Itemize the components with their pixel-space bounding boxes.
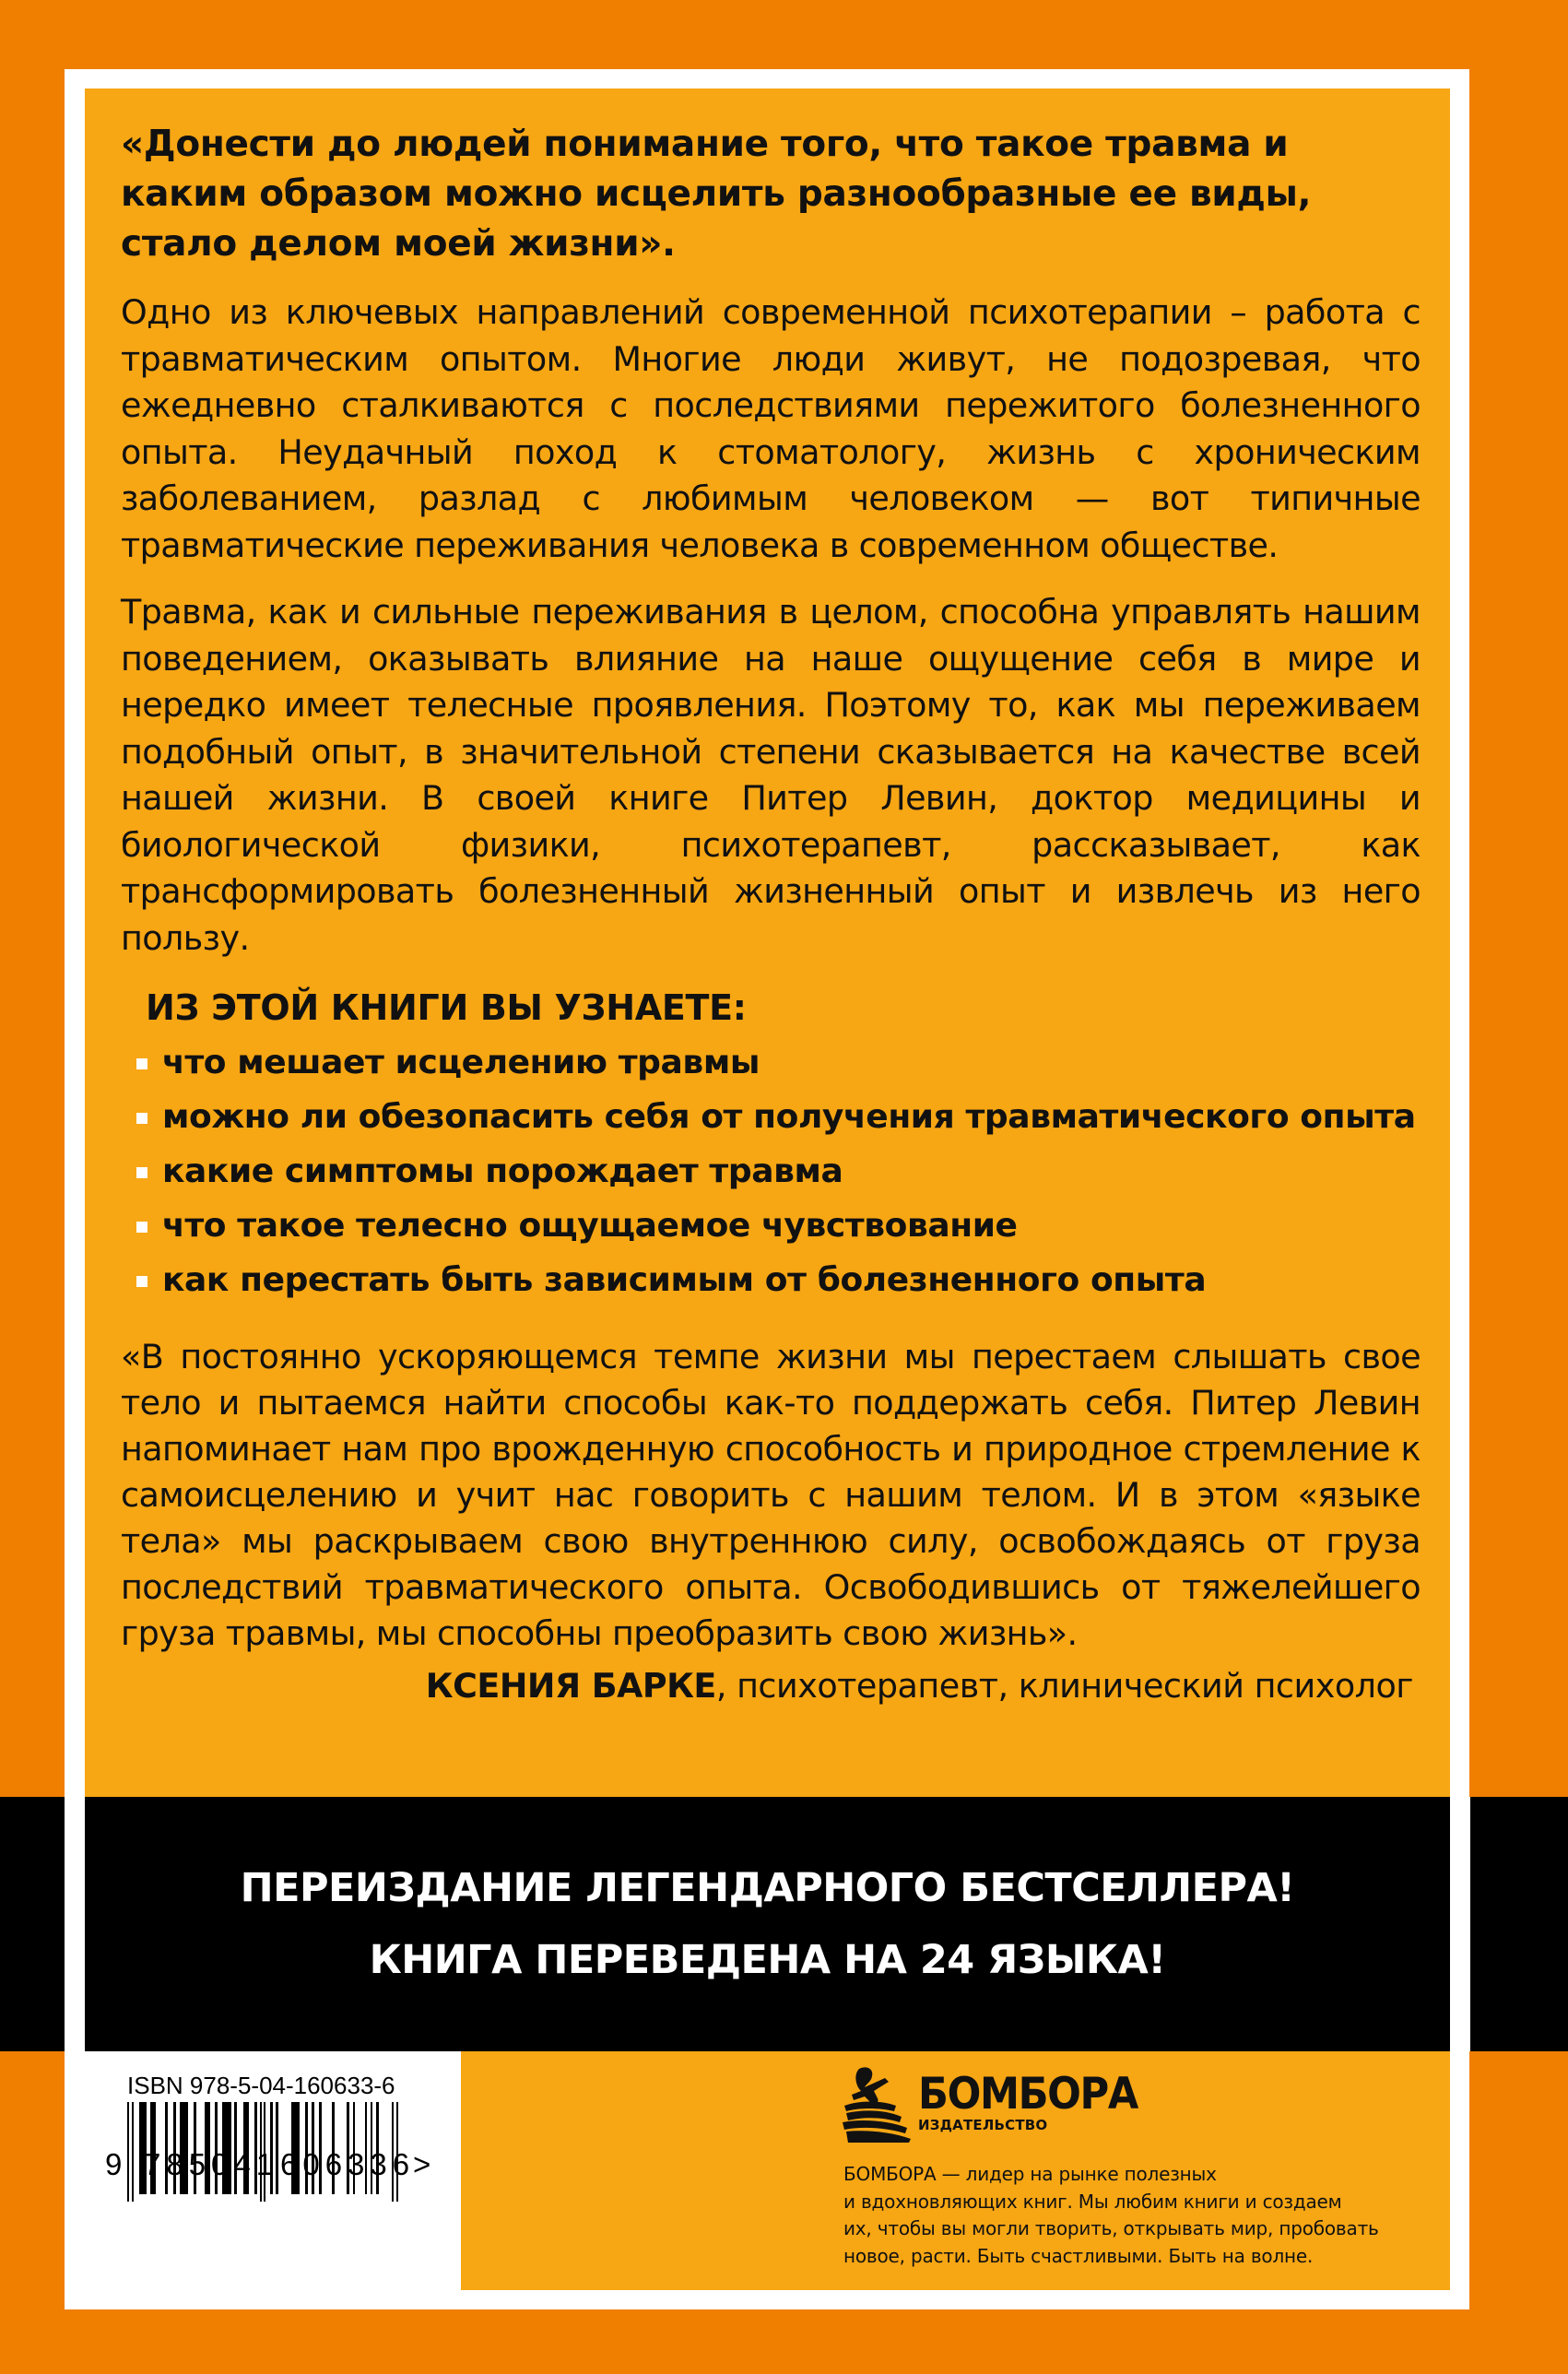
description-paragraph-1: Одно из ключевых направлений современной психотерапии – работа с травматическим опытом. Многие люди живут, не подозревая, что ежедневно сталкиваются с последствиями пережитого болезненного опыта. Неудачный поход к стоматологу, жизнь с хроническим заболеванием, разлад с любимым человеком — вот типичные травматические переживания человека в современном обществе. xyxy=(121,292,1421,565)
bullet-square-icon xyxy=(136,1276,147,1287)
isbn-label: ISBN 978-5-04-160633-6 xyxy=(127,2072,395,2099)
barcode-area xyxy=(85,2051,461,2290)
publisher-name: БОМБОРА xyxy=(918,2069,1138,2120)
publisher-logo xyxy=(841,2065,1157,2143)
promo-line-2: КНИГА ПЕРЕВЕДЕНА НА 24 ЯЗЫКА! xyxy=(369,1937,1166,1983)
surfer-on-books-icon xyxy=(841,2065,913,2143)
learn-list xyxy=(121,1039,1421,1305)
publisher-wordmark xyxy=(918,2069,1157,2134)
publisher-blurb-line: БОМБОРА — лидер на рынке полезных xyxy=(843,2163,1217,2185)
bullet-square-icon xyxy=(136,1167,147,1178)
endorsement-quote: «В постоянно ускоряющемся темпе жизни мы перестаем слышать свое тело и пытаемся найти способы как-то поддержать себя. Питер Левин напоминает нам про врожденную способность и природное стремление к самоисцелению и учит нас говорить с нашим телом. И в этом «языке тела» мы раскрываем свою внутреннюю силу, освобождаясь от груза последствий травматического опыта. Освободившись от тяжелейшего груза травмы, мы способны преобразить свою жизнь». xyxy=(121,1337,1421,1653)
publisher-blurb-line: новое, расти. Быть счастливыми. Быть на волне. xyxy=(843,2244,1314,2267)
endorsement-author-role: , психотерапевт, клинический психолог xyxy=(715,1666,1413,1706)
learn-list-item: можно ли обезопасить себя от получения травматического опыта xyxy=(121,1093,1421,1141)
description-paragraph-2: Травма, как и сильные переживания в целом, способна управлять нашим поведением, оказывать влияние на наше ощущение себя в мире и нередко имеет телесные проявления. Поэтому то, как мы переживаем подобный опыт, в значительной степени сказывается на качестве всей нашей жизни. В своей книге Питер Левин, доктор медицины и биологической физики, психотерапевт, рассказывает, как трансформировать болезненный жизненный опыт и извлечь из него пользу. xyxy=(121,592,1421,958)
learn-heading: ИЗ ЭТОЙ КНИГИ ВЫ УЗНАЕТЕ: xyxy=(146,987,747,1028)
learn-list-item: что мешает исцелению травмы xyxy=(121,1039,1421,1087)
bullet-square-icon xyxy=(136,1113,147,1124)
back-cover-content xyxy=(121,120,1421,1712)
promo-banner-text xyxy=(85,1797,1450,2051)
endorsement-attribution xyxy=(121,1660,1413,1712)
ean-quiet-zone-mark: > xyxy=(413,2147,431,2181)
frame-stripe-right xyxy=(1450,1797,1470,2051)
learn-list-item: что такое телесно ощущаемое чувствование xyxy=(121,1202,1421,1250)
bullet-square-icon xyxy=(136,1058,147,1069)
endorsement-author: КСЕНИЯ БАРКЕ xyxy=(425,1666,716,1706)
learn-list-item: как перестать быть зависимым от болезненного опыта xyxy=(121,1257,1421,1305)
promo-line-1: ПЕРЕИЗДАНИЕ ЛЕГЕНДАРНОГО БЕСТСЕЛЛЕРА! xyxy=(240,1865,1295,1911)
publisher-blurb-line: и вдохновляющих книг. Мы любим книги и создаем xyxy=(843,2190,1342,2213)
bullet-square-icon xyxy=(136,1222,147,1233)
publisher-subtitle: ИЗДАТЕЛЬСТВО xyxy=(918,2117,1048,2133)
frame-stripe-left xyxy=(65,1797,85,2051)
ean-left-digits: 785041 xyxy=(144,2147,279,2181)
ean-first-digit: 9 xyxy=(105,2147,123,2181)
lead-quote: «Донести до людей понимание того, что такое травма и каким образом можно исцелить разнообразные ее виды, стало делом моей жизни». xyxy=(121,124,1312,265)
publisher-blurb xyxy=(843,2161,1397,2270)
learn-list-item: какие симптомы порождает травма xyxy=(121,1148,1421,1196)
ean-right-digits: 606336 xyxy=(280,2147,416,2181)
publisher-blurb-line: их, чтобы вы могли творить, открывать мир, пробовать xyxy=(843,2217,1379,2239)
